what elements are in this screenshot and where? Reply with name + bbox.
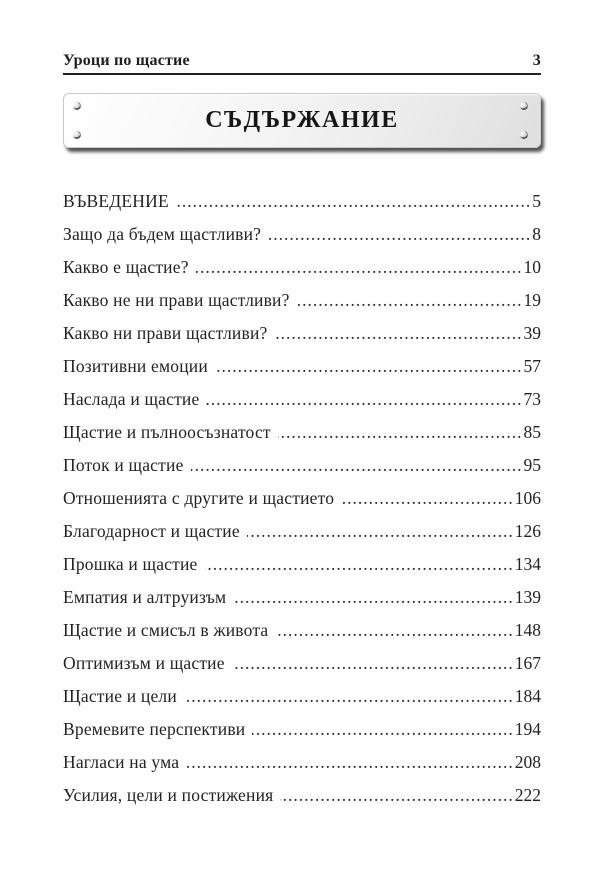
toc-entry-page: 57 [523,356,541,376]
toc-entry-page: 106 [514,488,541,508]
toc-entry [63,785,541,818]
toc-entry-page: 184 [514,686,541,706]
screw-icon [519,101,529,111]
screw-icon [72,130,82,140]
dot-leader [205,554,514,575]
toc-entry-title: Времевите перспективи [63,719,246,739]
toc-entry-page: 73 [523,389,541,409]
dot-leader [247,521,514,542]
running-header [63,52,541,75]
toc-entry-page: 126 [514,521,541,541]
toc-entry-title: Какво е щастие? [63,257,189,277]
toc-entry [63,653,541,686]
toc-entry-page: 134 [514,554,541,574]
toc-entry [63,323,541,356]
toc-entry [63,521,541,554]
toc-entry [63,686,541,719]
toc-entry [63,488,541,521]
toc-entry [63,422,541,455]
toc-entry [63,620,541,653]
toc-entry-page: 39 [523,323,541,343]
toc-entry-page: 208 [514,752,541,772]
toc-entry-title: Поток и щастие [63,455,184,475]
toc-entry-title: Емпатия и алтруизъм [63,587,227,607]
toc-entry-title: Отношенията с другите и щастието [63,488,335,508]
dot-leader [275,620,513,641]
toc-entry-title: Щастие и смисъл в живота [63,620,269,640]
dot-leader [252,719,513,740]
dot-leader [186,752,513,773]
dot-leader [176,191,531,212]
toc-entry-page: 19 [523,290,541,310]
toc-entry [63,224,541,257]
contents-title: СЪДЪРЖАНИЕ [205,107,399,133]
dot-leader [278,422,523,443]
dot-leader [184,686,514,707]
dot-leader [233,587,513,608]
toc-entry-page: 139 [514,587,541,607]
toc-entry [63,587,541,620]
page-number: 3 [532,52,541,69]
toc-entry-page: 167 [514,653,541,673]
dot-leader [215,356,523,377]
toc-entry-title: Усилия, цели и постижения [63,785,274,805]
running-title: Уроци по щастие [63,52,190,69]
toc-entry-title: Благодарност и щастие [63,521,240,541]
toc-entry-title: Прошка и щастие [63,554,198,574]
screw-icon [519,130,529,140]
toc-entry [63,719,541,752]
dot-leader [191,455,523,476]
contents-banner-plate [63,93,541,148]
toc-entry-title: Защо да бъдем щастливи? [63,224,262,244]
dot-leader [268,224,531,245]
toc-entry-page: 5 [532,191,541,211]
toc-entry-page: 10 [523,257,541,277]
dot-leader [232,653,514,674]
toc-entry-title: ВЪВЕДЕНИЕ [63,191,169,211]
toc-entry [63,290,541,323]
toc-entry [63,191,541,224]
toc-entry-page: 194 [514,719,541,739]
table-of-contents [63,191,541,818]
toc-entry-title: Оптимизъм и щастие [63,653,225,673]
screw-icon [72,101,82,111]
toc-entry-title: Какво ни прави щастливи? [63,323,268,343]
toc-entry-title: Щастие и цели [63,686,177,706]
dot-leader [196,257,523,278]
toc-entry [63,554,541,587]
toc-entry [63,455,541,488]
dot-leader [275,323,523,344]
toc-entry-title: Щастие и пълноосъзнатост [63,422,271,442]
toc-entry-title: Нагласи на ума [63,752,180,772]
dot-leader [297,290,523,311]
toc-entry-page: 8 [532,224,541,244]
dot-leader [206,389,522,410]
page-content [63,0,541,818]
toc-entry [63,356,541,389]
toc-entry-title: Наслада и щастие [63,389,200,409]
toc-entry-page: 148 [514,620,541,640]
dot-leader [341,488,514,509]
toc-entry-page: 85 [523,422,541,442]
toc-entry-title: Какво не ни прави щастливи? [63,290,290,310]
toc-entry-page: 222 [514,785,541,805]
toc-entry [63,257,541,290]
toc-entry-page: 95 [523,455,541,475]
toc-entry-title: Позитивни емоции [63,356,208,376]
toc-entry [63,389,541,422]
dot-leader [280,785,513,806]
toc-entry [63,752,541,785]
